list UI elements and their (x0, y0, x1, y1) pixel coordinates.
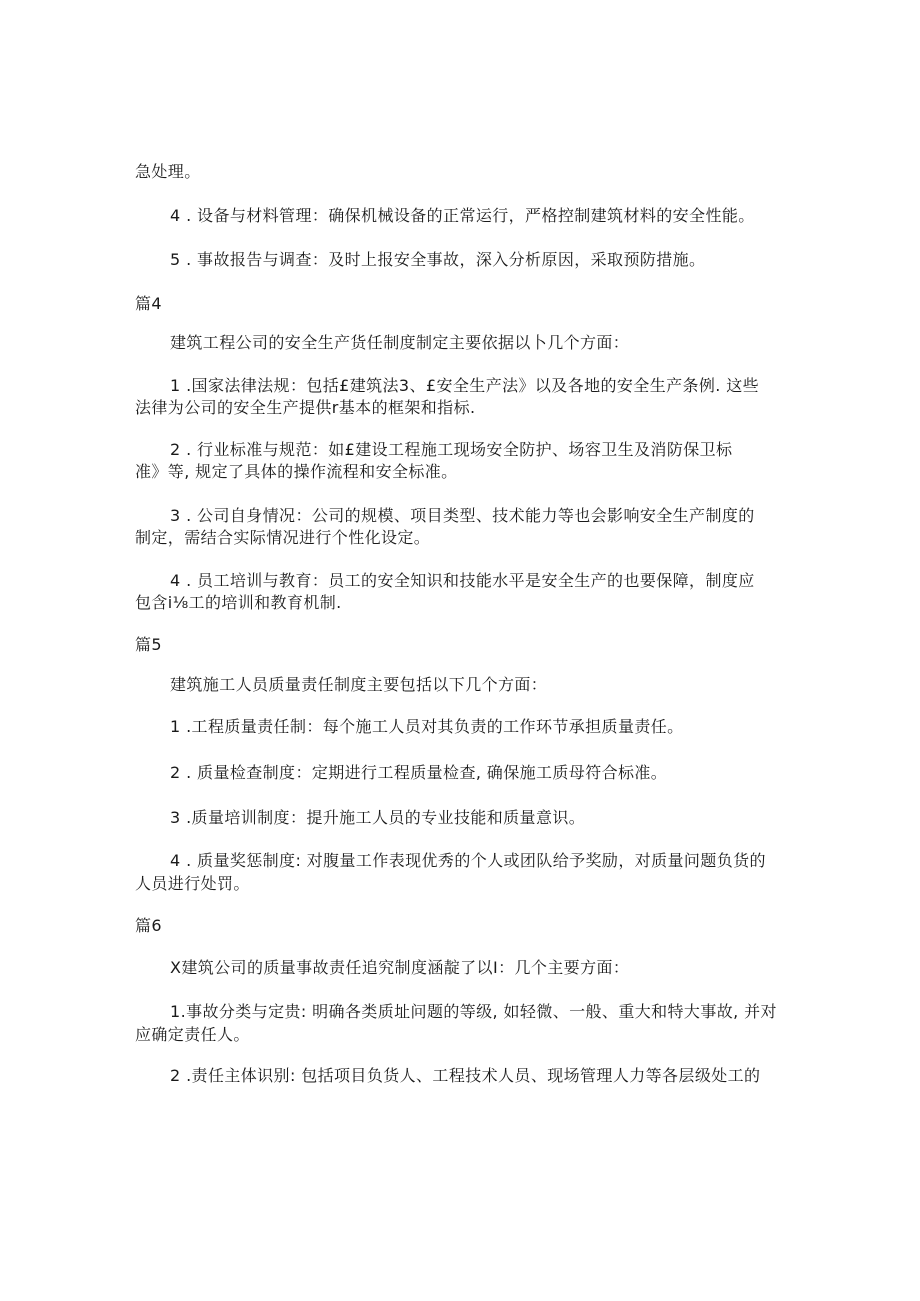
list-item: 2 . 质量检查制度：定期进行工程质量检查, 确保施工质母符合标准。 (170, 763, 668, 782)
list-item: 2 . 行业标准与规范：如£建设工程施工现场安全防护、场容卫生及消防保卫标 (170, 440, 733, 459)
paragraph-intro: 建筑施工人员质量责任制度主要包括以下几个方面： (170, 675, 548, 694)
list-item: 1 .国家法律法规：包括£建筑法3、£安全生产法》以及各地的安全生产条例. 这些 (170, 376, 760, 395)
section-heading: 篇6 (135, 916, 162, 935)
list-item-continuation: 制定，需结合实际情况进行个性化设定。 (135, 528, 431, 547)
paragraph-intro: 建筑工程公司的安全生产货任制度制定主要依据以卜几个方面： (170, 333, 630, 352)
list-item-continuation: 人员进行处罚。 (135, 874, 250, 893)
list-item: 1.事故分类与定贵: 明确各类质址问题的等级, 如轻微、一般、重大和特大事故, 并对 (170, 1002, 777, 1021)
list-item: 3 .质量培训制度：提升施工人员的专业技能和质量意识。 (170, 808, 586, 827)
paragraph-intro: X建筑公司的质量事故责任追究制度涵靛了以I：几个主要方面： (170, 958, 630, 977)
list-item: 5 . 事故报告与调查：及时上报安全事故，深入分析原因，采取预防措施。 (170, 250, 706, 269)
list-item: 4 . 员工培训与教育：员工的安全知识和技能水平是安全生产的也要保障，制度应 (170, 571, 755, 590)
text-line: 急处理。 (135, 162, 201, 181)
list-item: 1 .工程质量责任制：每个施工人员对其负责的工作环节承担质量责任。 (170, 717, 684, 736)
section-heading: 篇4 (135, 294, 162, 313)
list-item: 2 .责任主体识别: 包括项目负货人、工程技术人员、现场管理人力等各层级处工的 (170, 1066, 761, 1085)
list-item: 4 . 设备与材料管理：确保机械设备的正常运行，严格控制建筑材料的安全性能。 (170, 206, 755, 225)
list-item: 4 . 质量奖惩制度: 对腹量工作表现优秀的个人或团队给予奖励，对质量问题负货的 (170, 851, 766, 870)
list-item-continuation: 应确定责任人。 (135, 1025, 250, 1044)
list-item-continuation: 包含i⅛工的培训和教育机制. (135, 593, 342, 612)
section-heading: 篇5 (135, 635, 162, 654)
list-item-continuation: 准》等, 规定了具体的操作流程和安全标准。 (135, 462, 458, 481)
list-item-continuation: 法律为公司的安全生产提供r基本的框架和指标. (135, 398, 476, 417)
list-item: 3 . 公司自身情况：公司的规模、项目类型、技术能力等也会影响安全生产制度的 (170, 506, 755, 525)
